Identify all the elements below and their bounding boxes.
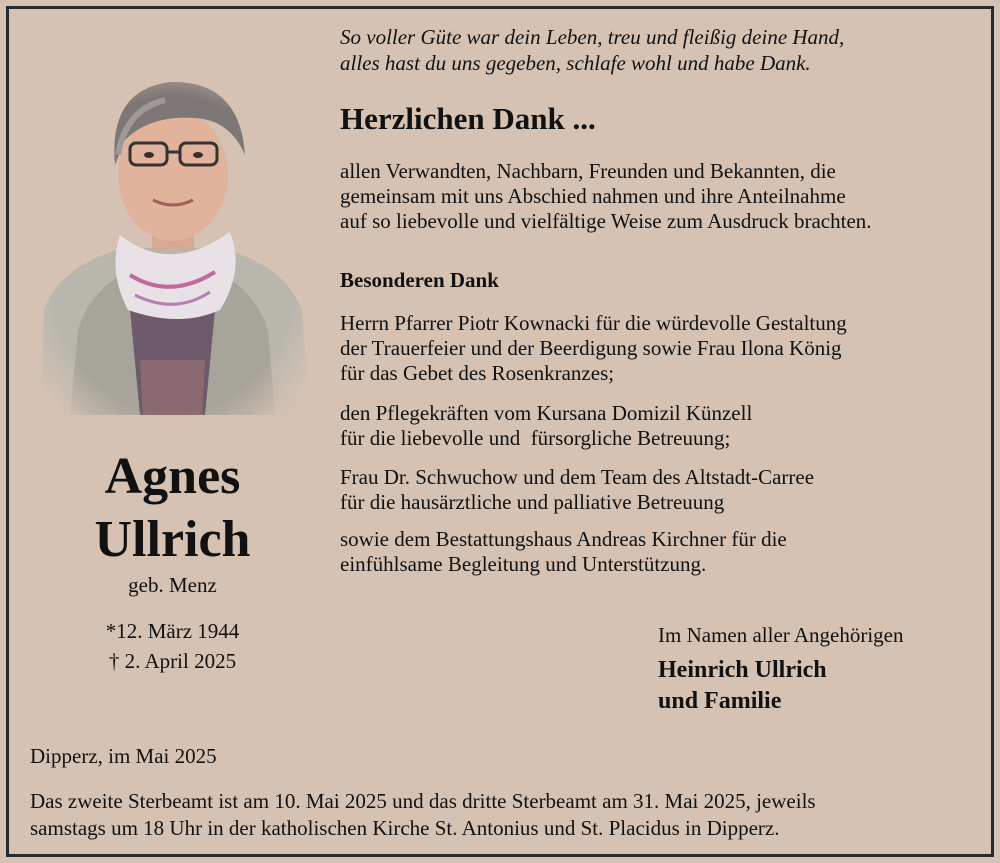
motto-line-2: alles hast du uns gegeben, schlafe wohl und habe Dank. bbox=[340, 51, 811, 75]
text-line: für die hausärztliche und palliative Betreuung bbox=[340, 490, 725, 514]
thanks-heading: Herzlichen Dank ... bbox=[340, 101, 596, 136]
special-thanks-item bbox=[340, 311, 847, 386]
signature-name: Heinrich Ullrich bbox=[658, 657, 827, 683]
special-thanks-heading: Besonderen Dank bbox=[340, 268, 499, 292]
text-line: für das Gebet des Rosenkranzes; bbox=[340, 361, 615, 385]
text-line: sowie dem Bestattungshaus Andreas Kirchner für die bbox=[340, 527, 787, 551]
deceased-last-name: Ullrich bbox=[94, 511, 251, 568]
thanks-paragraph bbox=[340, 159, 872, 234]
text-line: samstags um 18 Uhr in der katholischen Kirche St. Antonius und St. Placidus in Dipperz. bbox=[30, 816, 780, 840]
signature-intro: Im Namen aller Angehörigen bbox=[658, 623, 904, 647]
special-thanks-item bbox=[340, 527, 787, 577]
text-line: gemeinsam mit uns Abschied nahmen und ihre Anteilnahme bbox=[340, 184, 846, 208]
maiden-name: geb. Menz bbox=[128, 573, 217, 597]
memorial-service-notice bbox=[30, 788, 816, 842]
text-line: einfühlsame Begleitung und Unterstützung. bbox=[340, 552, 707, 576]
deceased-first-name: Agnes bbox=[104, 448, 241, 505]
birth-date: *12. März 1944 bbox=[105, 619, 240, 643]
text-line: der Trauerfeier und der Beerdigung sowie Frau Ilona König bbox=[340, 336, 842, 360]
motto-line-1: So voller Güte war dein Leben, treu und fleißig deine Hand, bbox=[340, 25, 845, 49]
signature-family: und Familie bbox=[658, 688, 782, 714]
text-line: auf so liebevolle und vielfältige Weise zum Ausdruck brachten. bbox=[340, 209, 872, 233]
special-thanks-item bbox=[340, 401, 752, 451]
text-line: den Pflegekräften vom Kursana Domizil Künzell bbox=[340, 401, 753, 425]
text-line: Das zweite Sterbeamt ist am 10. Mai 2025 und das dritte Sterbeamt am 31. Mai 2025, jeweils bbox=[30, 789, 816, 813]
text-line: allen Verwandten, Nachbarn, Freunden und Bekannten, die bbox=[340, 159, 836, 183]
portrait-photo bbox=[30, 60, 315, 415]
place-date: Dipperz, im Mai 2025 bbox=[30, 744, 217, 768]
special-thanks-item bbox=[340, 465, 814, 515]
motto-verse bbox=[340, 24, 844, 76]
text-line: für die liebevolle und fürsorgliche Betreuung; bbox=[340, 426, 731, 450]
text-line: Frau Dr. Schwuchow und dem Team des Altstadt-Carree bbox=[340, 465, 815, 489]
death-date: † 2. April 2025 bbox=[108, 649, 237, 673]
text-line: Herrn Pfarrer Piotr Kownacki für die würdevolle Gestaltung bbox=[340, 311, 847, 335]
